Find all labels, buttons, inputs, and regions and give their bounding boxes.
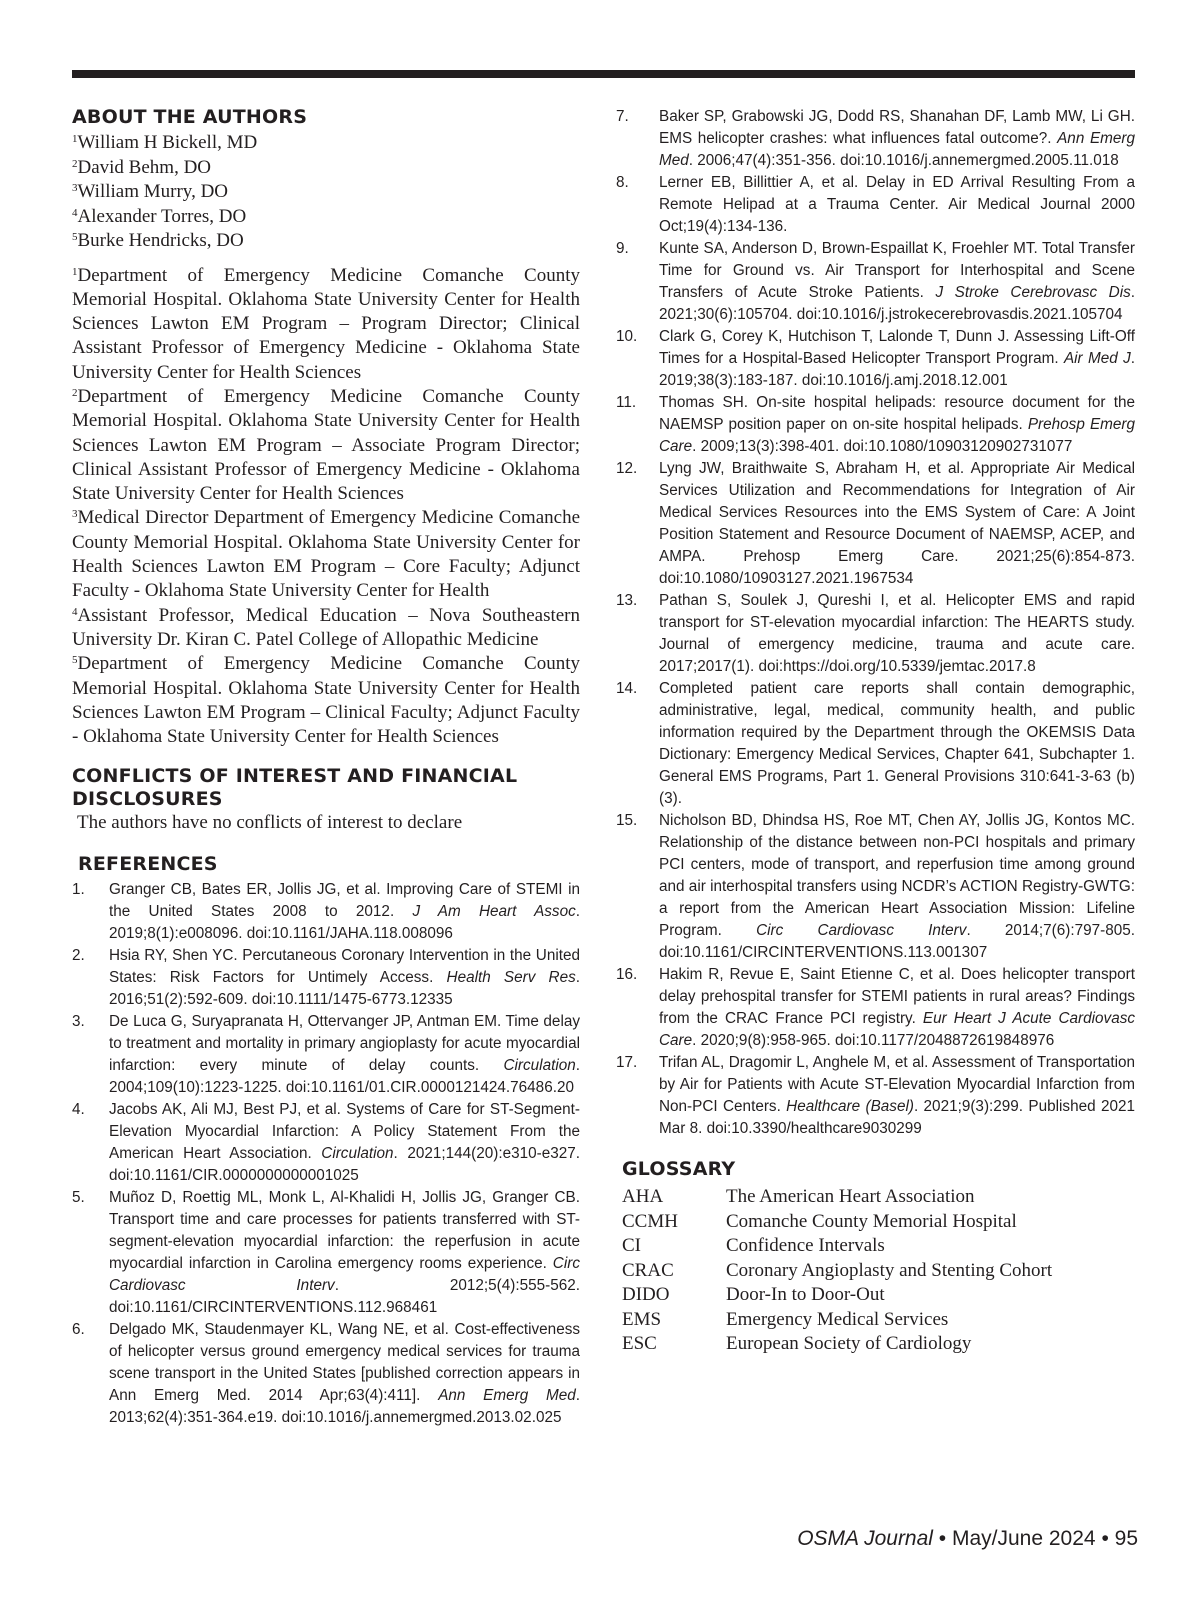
coi-text: The authors have no conflicts of interest to declare (77, 812, 463, 834)
reference-item: 1. Granger CB, Bates ER, Jollis JG, et al. Improving Care of STEMI in the United States 2008 to 2012. J Am Heart Assoc. 2019;8(1):e008096. doi:10.1161/JAHA.118.008096 (72, 880, 580, 942)
glossary-row: EMS Emergency Medical Services (622, 1308, 949, 1330)
reference-item: 11. Thomas SH. On-site hospital helipads: resource document for the NAEMSP position paper on on-site hospital helipads. Prehosp Emerg Care. 2009;13(3):398-401. doi:10.1080/10903120902731077 (616, 394, 1136, 455)
footer-issue: May/June 2024 (952, 1527, 1096, 1550)
author-item: $^1$William H Bickell, MD (72, 132, 258, 153)
coi-heading: CONFLICTS OF INTEREST AND FINANCIAL DISCLOSURES (72, 765, 518, 811)
reference-item: 6. Delgado MK, Staudenmayer KL, Wang NE, et al. Cost-effectiveness of helicopter versus ground emergency medical services for trauma scene transport in the United States [published correction appears in Ann Emerg Med. 2014 Apr;63(4):411]. Ann Emerg Med. 2013;62(4):351-364.e19. doi:10.1016/j.annemergmed.2013.02.025 (72, 1320, 580, 1426)
glossary-row: AHA The American Heart Association (622, 1186, 975, 1207)
author-item: $^2$David Behm, DO (72, 156, 212, 178)
glossary-row: CCMH Comanche County Memorial Hospital (622, 1210, 1017, 1232)
page-number: 95 (1114, 1527, 1138, 1550)
affiliation-item: $^1$Department of Emergency Medicine Comanche County Memorial Hospital. Oklahoma State University Center for Health Sciences Lawton EM Program – Program Director; Clinical Assistant Professor of Emergency Medicine - Oklahoma State University Center for Health Sciences (72, 264, 580, 383)
authors-heading: ABOUT THE AUTHORS (72, 106, 308, 128)
glossary-row: DIDO Door-In to Door-Out (622, 1284, 885, 1305)
reference-item: 7. Baker SP, Grabowski JG, Dodd RS, Shanahan DF, Lamb MW, Li GH. EMS helicopter crashes: what influences fatal outcome?. Ann Emerg Med. 2006;47(4):351-356. doi:10.1016/j.annemergmed.2005.11.018 (616, 108, 1135, 169)
reference-item: 16. Hakim R, Revue E, Saint Etienne C, et al. Does helicopter transport delay prehospital transfer for STEMI patients in rural areas? Findings from the CRAC France PCI registry. Eur Heart J Acute Cardiovasc Care. 2020;9(8):958-965. doi:10.1177/2048872619848976 (616, 966, 1135, 1049)
glossary-row: CI Confidence Intervals (622, 1235, 885, 1256)
reference-item: 13. Pathan S, Soulek J, Qureshi I, et al. Helicopter EMS and rapid transport for ST-elevation myocardial infarction: The HEARTS study. Journal of emergency medicine, trauma and acute care. 2017;2017(1). doi:https://doi.org/10.5339/jemtac.2017.8 (616, 592, 1135, 675)
affiliations (72, 264, 580, 750)
reference-item: 3. De Luca G, Suryapranata H, Ottervanger JP, Antman EM. Time delay to treatment and mortality in primary angioplasty for acute myocardial infarction: every minute of delay counts. Circulation. 2004;109(10):1223-1225. doi:10.1161/01.CIR.0000121424.76486.20 (72, 1012, 580, 1096)
affiliation-item: $^3$Medical Director Department of Emergency Medicine Comanche County Memorial Hospital. Oklahoma State University Center for Health Sciences Lawton EM Program – Core Faculty; Adjunct Faculty - Oklahoma State University Center for Health (72, 507, 580, 602)
author-list (72, 131, 580, 254)
reference-item: 9. Kunte SA, Anderson D, Brown-Espaillat K, Froehler MT. Total Transfer Time for Ground vs. Air Transport for Interhospital and Scene Transfers of Acute Stroke Patients. J Stroke Cerebrovasc Dis. 2021;30(6):105704. doi:10.1016/j.jstrokecerebrovasdis.2021.105704 (616, 240, 1136, 323)
right-column (616, 106, 1136, 1357)
reference-list-left (72, 879, 580, 1429)
reference-list-right (616, 106, 1136, 1140)
reference-item: 8. Lerner EB, Billittier A, et al. Delay in ED Arrival Resulting From a Remote Helipad at a Trauma Center. Air Medical Journal 2000 Oct;19(4):134-136. (616, 174, 1135, 235)
glossary-row: CRAC Coronary Angioplasty and Stenting Cohort (622, 1259, 1053, 1281)
reference-item: 15. Nicholson BD, Dhindsa HS, Roe MT, Chen AY, Jollis JG, Kontos MC. Relationship of the distance between non-PCI hospitals and primary PCI centers, mode of transport, and reperfusion time among ground and air interhospital transfers using NCDR’s ACTION Registry-GWTG: a report from the American Heart Association Mission: Lifeline Program. Circ Cardiovasc Interv. 2014;7(6):797-805. doi:10.1161/CIRCINTERVENTIONS.113.001307 (616, 812, 1135, 961)
author-item: $^4$Alexander Torres, DO (72, 205, 247, 227)
author-item: $^5$Burke Hendricks, DO (72, 230, 244, 251)
affiliation-item: $^4$Assistant Professor, Medical Education – Nova Southeastern University Dr. Kiran C. Patel College of Allopathic Medicine (72, 604, 580, 650)
reference-item: 2. Hsia RY, Shen YC. Percutaneous Coronary Intervention in the United States: Risk Factors for Untimely Access. Health Serv Res. 2016;51(2):592-609. doi:10.1111/1475-6773.12335 (72, 946, 581, 1008)
page-footer: OSMA Journal • May/June 2024 • 95 (797, 1527, 1138, 1550)
top-rule (72, 70, 1135, 78)
reference-item: 10. Clark G, Corey K, Hutchison T, Lalonde T, Dunn J. Assessing Lift-Off Times for a Hospital-Based Helicopter Transport Program. Air Med J. 2019;38(3):183-187. doi:10.1016/j.amj.2018.12.001 (616, 328, 1135, 389)
glossary-row: ESC European Society of Cardiology (622, 1333, 972, 1354)
glossary-table (622, 1185, 1135, 1357)
reference-item: 5. Muñoz D, Roettig ML, Monk L, Al-Khalidi H, Jollis JG, Granger CB. Transport time and care processes for patients transferred with ST-segment-elevation myocardial infarction: the reperfusion in acute myocardial infarction in Carolina emergency rooms experience. Circ Cardiovasc Interv. 2012;5(4):555-562. doi:10.1161/CIRCINTERVENTIONS.112.968461 (72, 1188, 580, 1316)
left-column (72, 106, 580, 1429)
affiliation-item: $^5$Department of Emergency Medicine Comanche County Memorial Hospital. Oklahoma State University Center for Health Sciences Lawton EM Program – Clinical Faculty; Adjunct Faculty - Oklahoma State University Center for Health Sciences (72, 653, 580, 748)
reference-item: 12. Lyng JW, Braithwaite S, Abraham H, et al. Appropriate Air Medical Services Utilization and Recommendations for Integration of Air Medical Services Resources into the EMS System of Care: A Joint Position Statement and Resource Document of NAEMSP, ACEP, and AMPA. Prehosp Emerg Care. 2021;25(6):854-873. doi:10.1080/10903127.2021.1967534 (616, 460, 1135, 587)
footer-journal: OSMA Journal (797, 1527, 933, 1550)
author-item: $^3$William Murry, DO (72, 181, 229, 202)
reference-item: 17. Trifan AL, Dragomir L, Anghele M, et al. Assessment of Transportation by Air for Patients with Acute ST-Elevation Myocardial Infarction from Non-PCI Centers. Healthcare (Basel). 2021;9(3):299. Published 2021 Mar 8. doi:10.3390/healthcare9030299 (616, 1054, 1135, 1137)
reference-item: 4. Jacobs AK, Ali MJ, Best PJ, et al. Systems of Care for ST-Segment-Elevation Myocardial Infarction: A Policy Statement From the American Heart Association. Circulation. 2021;144(20):e310-e327. doi:10.1161/CIR.0000000000001025 (72, 1100, 580, 1184)
reference-item: 14. Completed patient care reports shall contain demographic, administrative, legal, medical, community health, and public information required by the Department through the OKEMSIS Data Dictionary: Emergency Medical Services, Chapter 641, Subchapter 1. General EMS Programs, Part 1. General Provisions 310:641-3-63 (b) (3). (616, 680, 1135, 807)
references-heading: REFERENCES (78, 852, 218, 875)
glossary-heading: GLOSSARY (622, 1158, 736, 1180)
affiliation-item: $^2$Department of Emergency Medicine Comanche County Memorial Hospital. Oklahoma State University Center for Health Sciences Lawton EM Program – Associate Program Director; Clinical Assistant Professor of Emergency Medicine - Oklahoma State University Center for Health Sciences (72, 385, 580, 505)
